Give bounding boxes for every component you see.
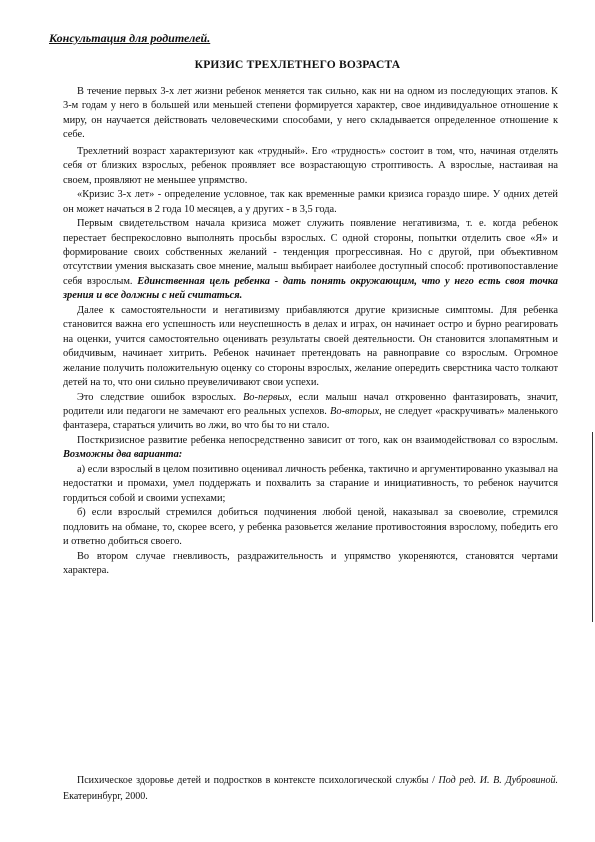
paragraph-7 (63, 434, 558, 463)
margin-rule (592, 432, 593, 622)
paragraph-6-text-c: , если малыш начал откровенно фантазировать, значит, родители или педагоги не замечают его реальных успехов. (63, 391, 558, 417)
paragraph-6-second: Во-вторых (330, 405, 380, 417)
paragraph-3: «Кризис 3-х лет» - определение условное, так как временные рамки кризиса гораздо шире. У одних детей он может начаться в 2 года 10 месяцев, а у других - в 3,5 года. (63, 189, 558, 215)
header-label: Консультация для родителей. (49, 31, 211, 45)
article-body (63, 85, 558, 578)
paragraph-8: а) если взрослый в целом позитивно оценивал личность ребенка, тактично и аргументированно указывал на недостатки и промахи, умел поддержать и похвалить за старание и инициативность, то ребенок научится гордиться собой и своими успехами; (63, 463, 558, 504)
page-title: КРИЗИС ТРЕХЛЕТНЕГО ВОЗРАСТА (194, 59, 401, 71)
paragraph-4 (63, 217, 558, 304)
paragraph-6-text-e: , не следует «раскручивать» маленького фантазера, стараться уличить во лжи, во что бы то ни стало. (63, 405, 558, 432)
paragraph-5: Далее к самостоятельности и негативизму прибавляются другие кризисные симптомы. Для ребенка становится важна его успешность или неуспешность в делах и играх, он начинает остро и бурно реагировать на оценки, учится самостоятельно оценивать результаты своей деятельности. Он становится злопамятным и обидчивым, начинает хитрить. Ребенок начинает претендовать на равноправие со взрослым. Огромное желание получить положительную оценку со стороны взрослых, желание опередить сверстника часто толкают детей на то, что они сильно преувеличивают свои успехи. (63, 304, 558, 389)
paragraph-6-text-a: Это следствие ошибок взрослых. (77, 391, 237, 403)
footer-editor: Под ред. И. В. Дубровиной. (438, 775, 558, 786)
footer-citation (63, 773, 558, 805)
paragraph-6-first: Во-первых (242, 391, 290, 403)
paragraph-7-text: Посткризисное развитие ребенка непосредственно зависит от того, как он взаимодействовал со взрослым. (77, 434, 558, 446)
paragraph-1: В течение первых 3-х лет жизни ребенок меняется так сильно, как ни на одном из последующих этапов. К 3-м годам у него в большей или меньшей степени формируется характер, свое индивидуальное отношение к миру, он научается действовать человеческими способами, у него складывается определенное отношение к себе. (63, 86, 558, 141)
paragraph-2: Трехлетний возраст характеризуют как «трудный». Его «трудность» состоит в том, что, начиная отделять себя от близких взрослых, ребенок проявляет все возрастающую строптивость. А взрослые, настаивая на своем, проявляют не меньшее упрямство. (63, 145, 558, 186)
paragraph-6 (63, 391, 558, 434)
footer-place: Екатеринбург, 2000. (63, 791, 148, 802)
paragraph-7-emphasis: Возможны два варианта: (63, 449, 183, 461)
paragraph-9: б) если взрослый стремился добиться подчинения любой ценой, наказывал за своеволие, стремился подловить на обмане, то, скорее всего, у ребенка разовьется желание противостояния взрослому, победить его и ответно добиться своего. (63, 507, 558, 548)
footer-text: Психическое здоровье детей и подростков в контексте психологической службы / (77, 775, 435, 786)
paragraph-4-emphasis: Единственная цель ребенка - дать понять окружающим, что у него есть своя точка зрения и все должны с ней считаться. (63, 275, 558, 302)
paragraph-10: Во втором случае гневливость, раздражительность и упрямство укореняются, становятся чертами характера. (63, 550, 558, 576)
paragraph-4-text: Первым свидетельством начала кризиса может служить появление негативизма, т. е. когда ребенок перестает беспрекословно выполнять просьбы взрослых. С одной стороны, попытки отделить свое «Я» и формирование своих собственных желаний - тенденция прогрессивная. Но с другой, при объективном отсутствии умения высказать свое мнение, малыш выбирает наиболее доступный способ: противопоставление себя взрослым. (63, 218, 558, 287)
